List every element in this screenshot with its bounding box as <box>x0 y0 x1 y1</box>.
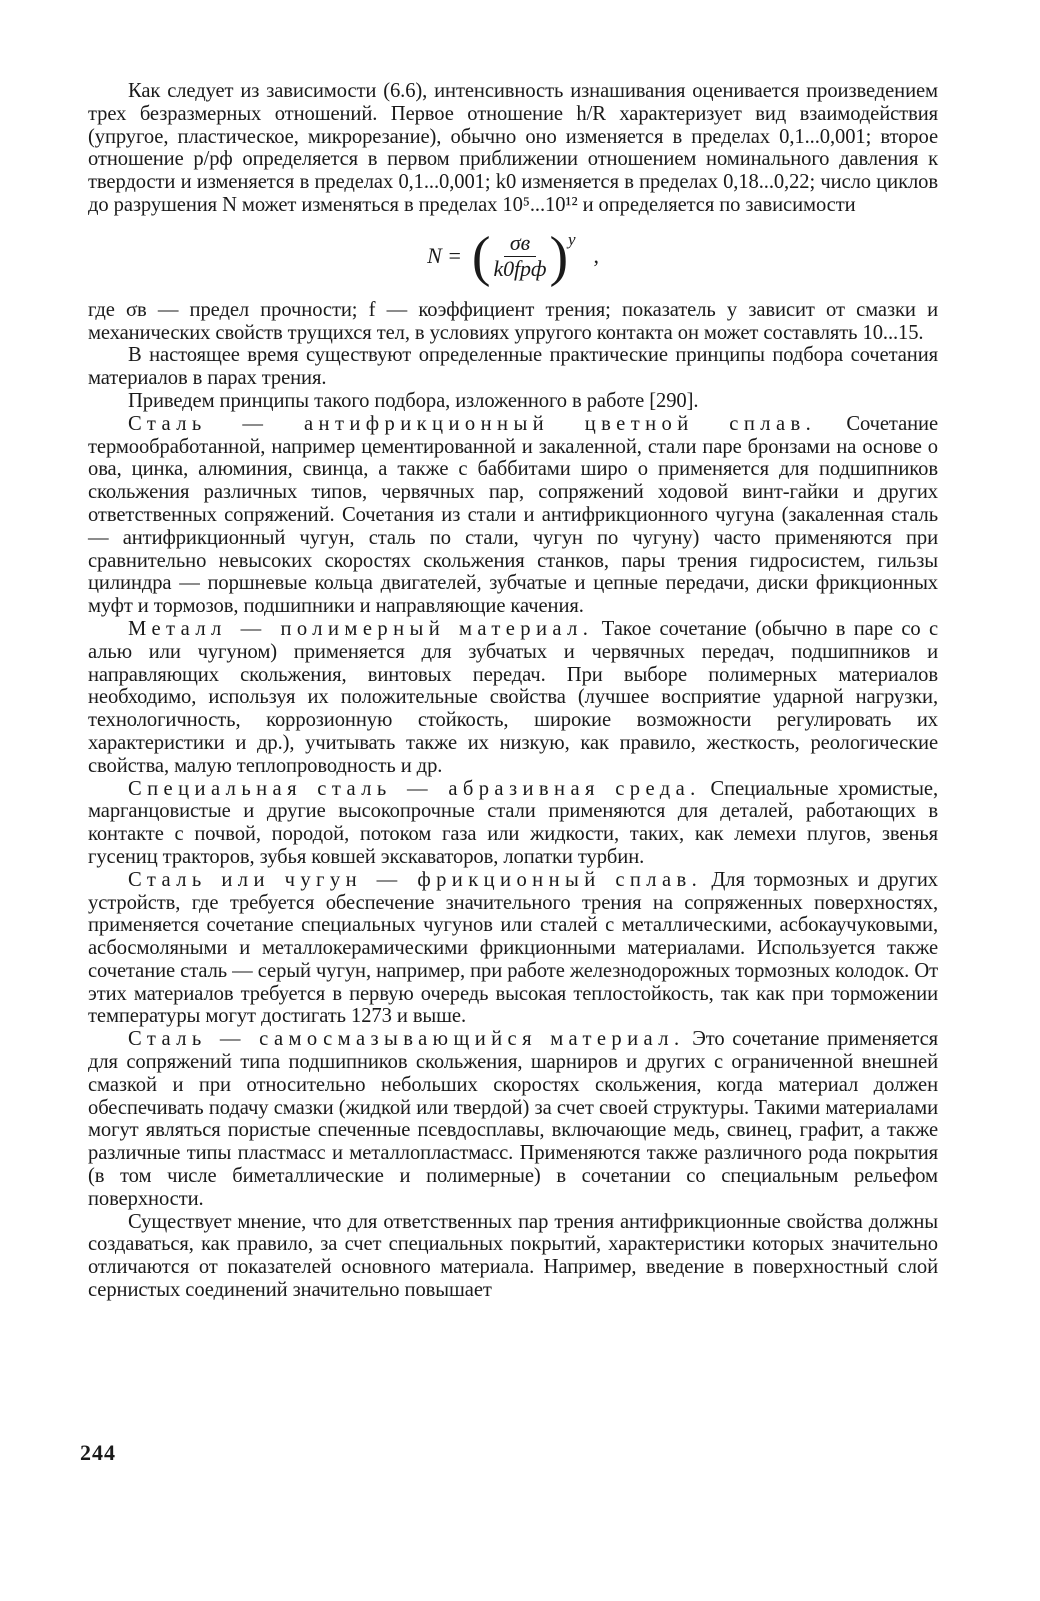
formula-numerator: σв <box>504 232 536 257</box>
page-number: 244 <box>80 1440 116 1465</box>
paragraph-metal-polymer <box>88 618 938 778</box>
paragraph-opinion: Существует мнение, что для ответственных пар трения антифрикционные свойства должны создаваться, как правило, за счет специальных покрытий, характеристики которых значительно отличаются от показателей основного материала. Например, введение в поверхностный слой сернистых соединений значительно повышает <box>88 1210 938 1302</box>
body-metal-polymer: Такое сочетание (обычно в паре со с алью или чугуном) применяется для зубчатых и червячных передач, подшипников и направляющих скольжения, винтовых передач. При выборе полимерных материалов необходимо, используя их положительные свойства (лучшее восприятие ударной нагрузки, технологичность, коррозионную стойкость, широкие возможности регулировать их характеристики и др.), учитывать также их низкую, как правило, жесткость, реологические свойства, малую теплопроводность и др. <box>88 617 938 777</box>
paragraph-steel-antifriction <box>88 413 938 618</box>
body-self-lubricating: Это сочетание применяется для сопряжений типа подшипников скольжения, шарниров и других с ограниченной внешней смазкой и при относительно небольших скоростях скольжения, когда материал должен обеспечивать подачу смазки (жидкой или твердой) за счет своей структуры. Такими материалами могут являться пористые спеченные псевдосплавы, включающие медь, свинец, графит, а также различные типы пластмасс и металлопластмасс. Применяются также различного рода покрытия (в том числе биметаллические и полимерные) в сочетании со специальным рельефом поверхности. <box>88 1028 938 1210</box>
paragraph-principles: В настоящее время существуют определенные практические принципы подбора сочетания материалов в парах трения. <box>88 344 938 390</box>
formula-cycles <box>88 219 938 295</box>
heading-steel-antifriction: Сталь — антифрикционный цветной сплав. <box>128 412 817 435</box>
heading-friction-alloy: Сталь или чугун — фрикционный сплав. <box>128 868 703 891</box>
formula-fraction <box>493 232 546 281</box>
heading-metal-polymer: Металл — полимерный материал. <box>128 617 594 640</box>
paragraph-friction-alloy <box>88 869 938 1029</box>
paragraph-self-lubricating <box>88 1028 938 1210</box>
formula-open-paren: ( <box>471 225 491 288</box>
heading-special-steel: Специальная сталь — абразивная среда. <box>128 777 701 800</box>
paragraph-special-steel <box>88 778 938 869</box>
formula-lhs: N = <box>427 243 462 269</box>
paragraph-definitions: где σв — предел прочности; f — коэффициент трения; показатель y зависит от смазки и механических свойств трущихся тел, в условиях упругого контакта он может составлять 10...15. <box>88 298 938 344</box>
formula-close-paren: ) <box>549 225 568 288</box>
paragraph-reference: Приведем принципы такого подбора, изложенного в работе [290]. <box>128 389 699 412</box>
heading-self-lubricating: Сталь — самосмазывающийся материал. <box>128 1028 685 1051</box>
paragraph-intro: Как следует из зависимости (6.6), интенсивность изнашивания оценивается произведением трех безразмерных отношений. Первое отношение h/R характеризует вид взаимодействия (упругое, пластическое, микрорезание), обычно оно изменяется в пределах 0,1...0,001; второе отношение p/pф определяется в первом приближении отношением номинального давления к твердости и изменяется в пределах 0,1...0,001; k0 изменяется в пределах 0,18...0,22; число циклов до разрушения N может изменяться в пределах 10⁵...10¹² и определяется по зависимости <box>88 80 938 216</box>
body-text <box>88 80 938 1302</box>
body-special-steel: Специальные хромистые, марганцовистые и другие высокопрочные стали применяются для деталей, работающих в контакте с почвой, породой, потоком газа или жидкости, таких, как лемехи плугов, звенья гусениц тракторов, зубья ковшей экскаваторов, лопатки турбин. <box>88 777 939 868</box>
formula-denominator: k0fpф <box>493 256 547 282</box>
formula-exponent: y <box>568 229 576 249</box>
body-friction-alloy: Для тормозных и других устройств, где требуется обеспечение значительного трения на сопряженных поверхностях, применяется сочетание специальных чугунов или сталей с металлическими, асбокаучуковыми, асбосмоляными и металлокерамическими фрикционными материалами. Используется также сочетание сталь — серый чугун, например, при работе железнодорожных тормозных колодок. От этих материалов требуется в первую очередь высокая теплостойкость, так как при торможении температуры могут достигать 1273 и выше. <box>88 868 938 1028</box>
formula-comma: , <box>593 243 599 269</box>
body-steel-antifriction: Сочетание термообработанной, например цементированной и закаленной, стали паре бронзами на основе о ова, цинка, алюминия, свинца, а также с баббитами широ о применяется для подшипников скольжения различных типов, червячных пар, сопряжений ходовой винт-гайки и других ответственных сопряжений. Сочетания из стали и антифрикционного чугуна (закаленная сталь — антифрикционный чугун, сталь по стали, чугун по чугуну) часто применяются при сравнительно невысоких скоростях скольжения станков, пары трения гидросистем, гильзы цилиндра — поршневые кольца двигателей, зубчатые и цепные передачи, диски фрикционных муфт и тормозов, подшипники и направляющие качения. <box>88 412 938 618</box>
